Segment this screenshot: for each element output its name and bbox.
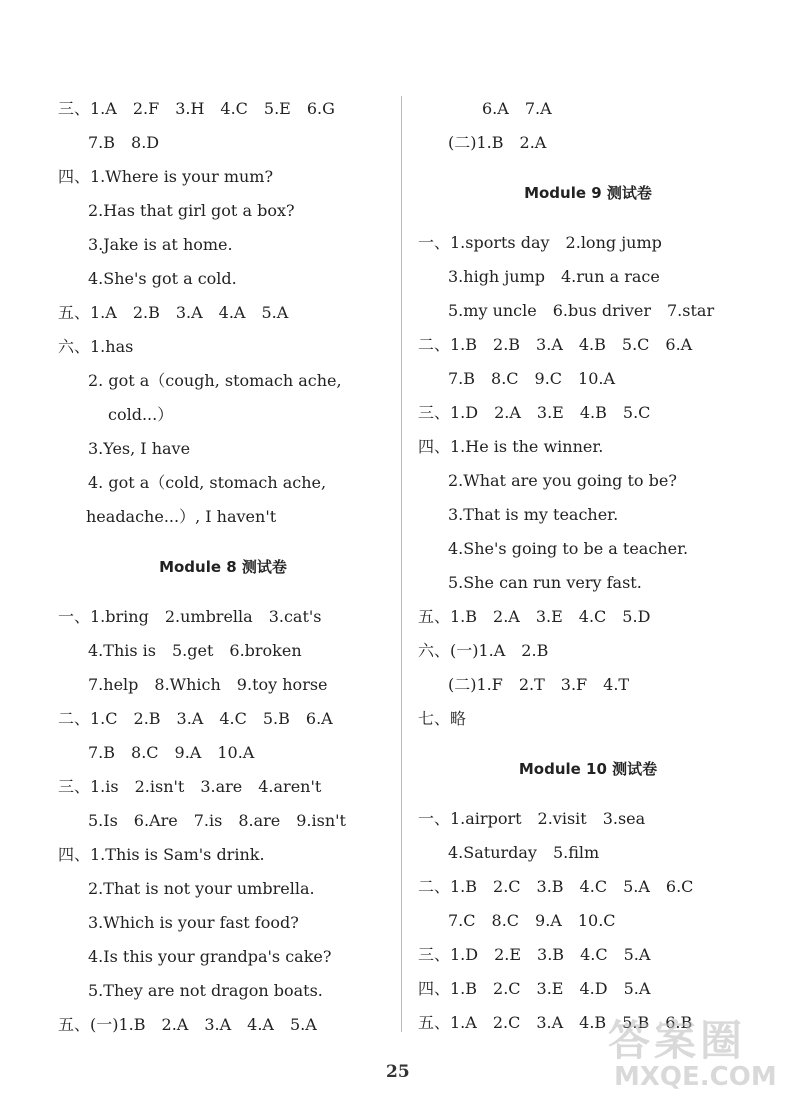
answer-line: 4.She's going to be a teacher.	[448, 539, 689, 558]
right-column	[418, 92, 758, 1040]
answer-line: 7.B 8.C 9.A 10.A	[88, 743, 255, 762]
answer-line: 6.A 7.A	[482, 99, 552, 118]
answer-line: 四、1.This is Sam's drink.	[58, 845, 265, 864]
module-heading: Module 10 测试卷	[518, 760, 658, 778]
answer-line: 5.Is 6.Are 7.is 8.are 9.isn't	[88, 811, 346, 830]
answer-line: 五、1.A 2.C 3.A 4.B 5.B 6.B	[418, 1013, 693, 1032]
answer-line: 五、(一)1.B 2.A 3.A 4.A 5.A	[58, 1015, 317, 1034]
answer-line: 六、1.has	[58, 337, 134, 356]
left-column	[58, 92, 388, 1042]
answer-line: 一、1.sports day 2.long jump	[418, 233, 662, 252]
answer-line: 2.Has that girl got a box?	[88, 201, 295, 220]
answer-line: 四、1.B 2.C 3.E 4.D 5.A	[418, 979, 651, 998]
answer-line: cold...）	[108, 405, 174, 424]
answer-line: 五、1.B 2.A 3.E 4.C 5.D	[418, 607, 651, 626]
answer-line: 4.Is this your grandpa's cake?	[88, 947, 332, 966]
answer-line: 六、(一)1.A 2.B	[418, 641, 549, 660]
answer-line: 3.Jake is at home.	[88, 235, 233, 254]
answer-line: 2.That is not your umbrella.	[88, 879, 315, 898]
watermark-url-text: MXQE.COM	[614, 1062, 777, 1092]
answer-line: 三、1.D 2.A 3.E 4.B 5.C	[418, 403, 651, 422]
answer-line: 三、1.D 2.E 3.B 4.C 5.A	[418, 945, 651, 964]
answer-line: 5.They are not dragon boats.	[88, 981, 323, 1000]
answer-line: (二)1.F 2.T 3.F 4.T	[448, 675, 630, 694]
answer-line: 7.B 8.C 9.C 10.A	[448, 369, 616, 388]
module-heading: Module 8 测试卷	[159, 558, 287, 576]
answer-line: 二、1.B 2.B 3.A 4.B 5.C 6.A	[418, 335, 693, 354]
answer-line: 4. got a（cold, stomach ache,	[88, 473, 327, 492]
answer-line: 3.Yes, I have	[88, 439, 191, 458]
answer-line: 4.Saturday 5.film	[448, 843, 600, 862]
answer-line: 4.She's got a cold.	[88, 269, 237, 288]
answer-line: 二、1.B 2.C 3.B 4.C 5.A 6.C	[418, 877, 694, 896]
answer-line: 三、1.A 2.F 3.H 4.C 5.E 6.G	[58, 99, 335, 118]
module-heading: Module 9 测试卷	[524, 184, 652, 202]
answer-line: 一、1.bring 2.umbrella 3.cat's	[58, 607, 322, 626]
watermark-seal-text: 答案圈	[608, 1016, 747, 1065]
answer-line: 7.help 8.Which 9.toy horse	[88, 675, 328, 694]
answer-line: 七、略	[418, 709, 467, 728]
column-divider	[401, 96, 402, 1032]
answer-line: headache...）, I haven't	[86, 507, 277, 526]
answer-line: 7.B 8.D	[88, 133, 160, 152]
answer-line: 4.This is 5.get 6.broken	[88, 641, 302, 660]
answer-line: 三、1.is 2.isn't 3.are 4.aren't	[58, 777, 322, 796]
page-number: 25	[386, 1062, 410, 1082]
answer-line: 2.What are you going to be?	[448, 471, 677, 490]
answer-line: 3.high jump 4.run a race	[448, 267, 660, 286]
answer-line: (二)1.B 2.A	[448, 133, 547, 152]
answer-line: 四、1.Where is your mum?	[58, 167, 274, 186]
answer-line: 五、1.A 2.B 3.A 4.A 5.A	[58, 303, 289, 322]
answer-line: 7.C 8.C 9.A 10.C	[448, 911, 616, 930]
answer-line: 2. got a（cough, stomach ache,	[88, 371, 342, 390]
answer-line: 3.Which is your fast food?	[88, 913, 299, 932]
answer-line: 四、1.He is the winner.	[418, 437, 604, 456]
answer-line: 二、1.C 2.B 3.A 4.C 5.B 6.A	[58, 709, 333, 728]
answer-line: 一、1.airport 2.visit 3.sea	[418, 809, 646, 828]
answer-line: 5.my uncle 6.bus driver 7.star	[448, 301, 715, 320]
answer-line: 5.She can run very fast.	[448, 573, 642, 592]
answer-line: 3.That is my teacher.	[448, 505, 619, 524]
